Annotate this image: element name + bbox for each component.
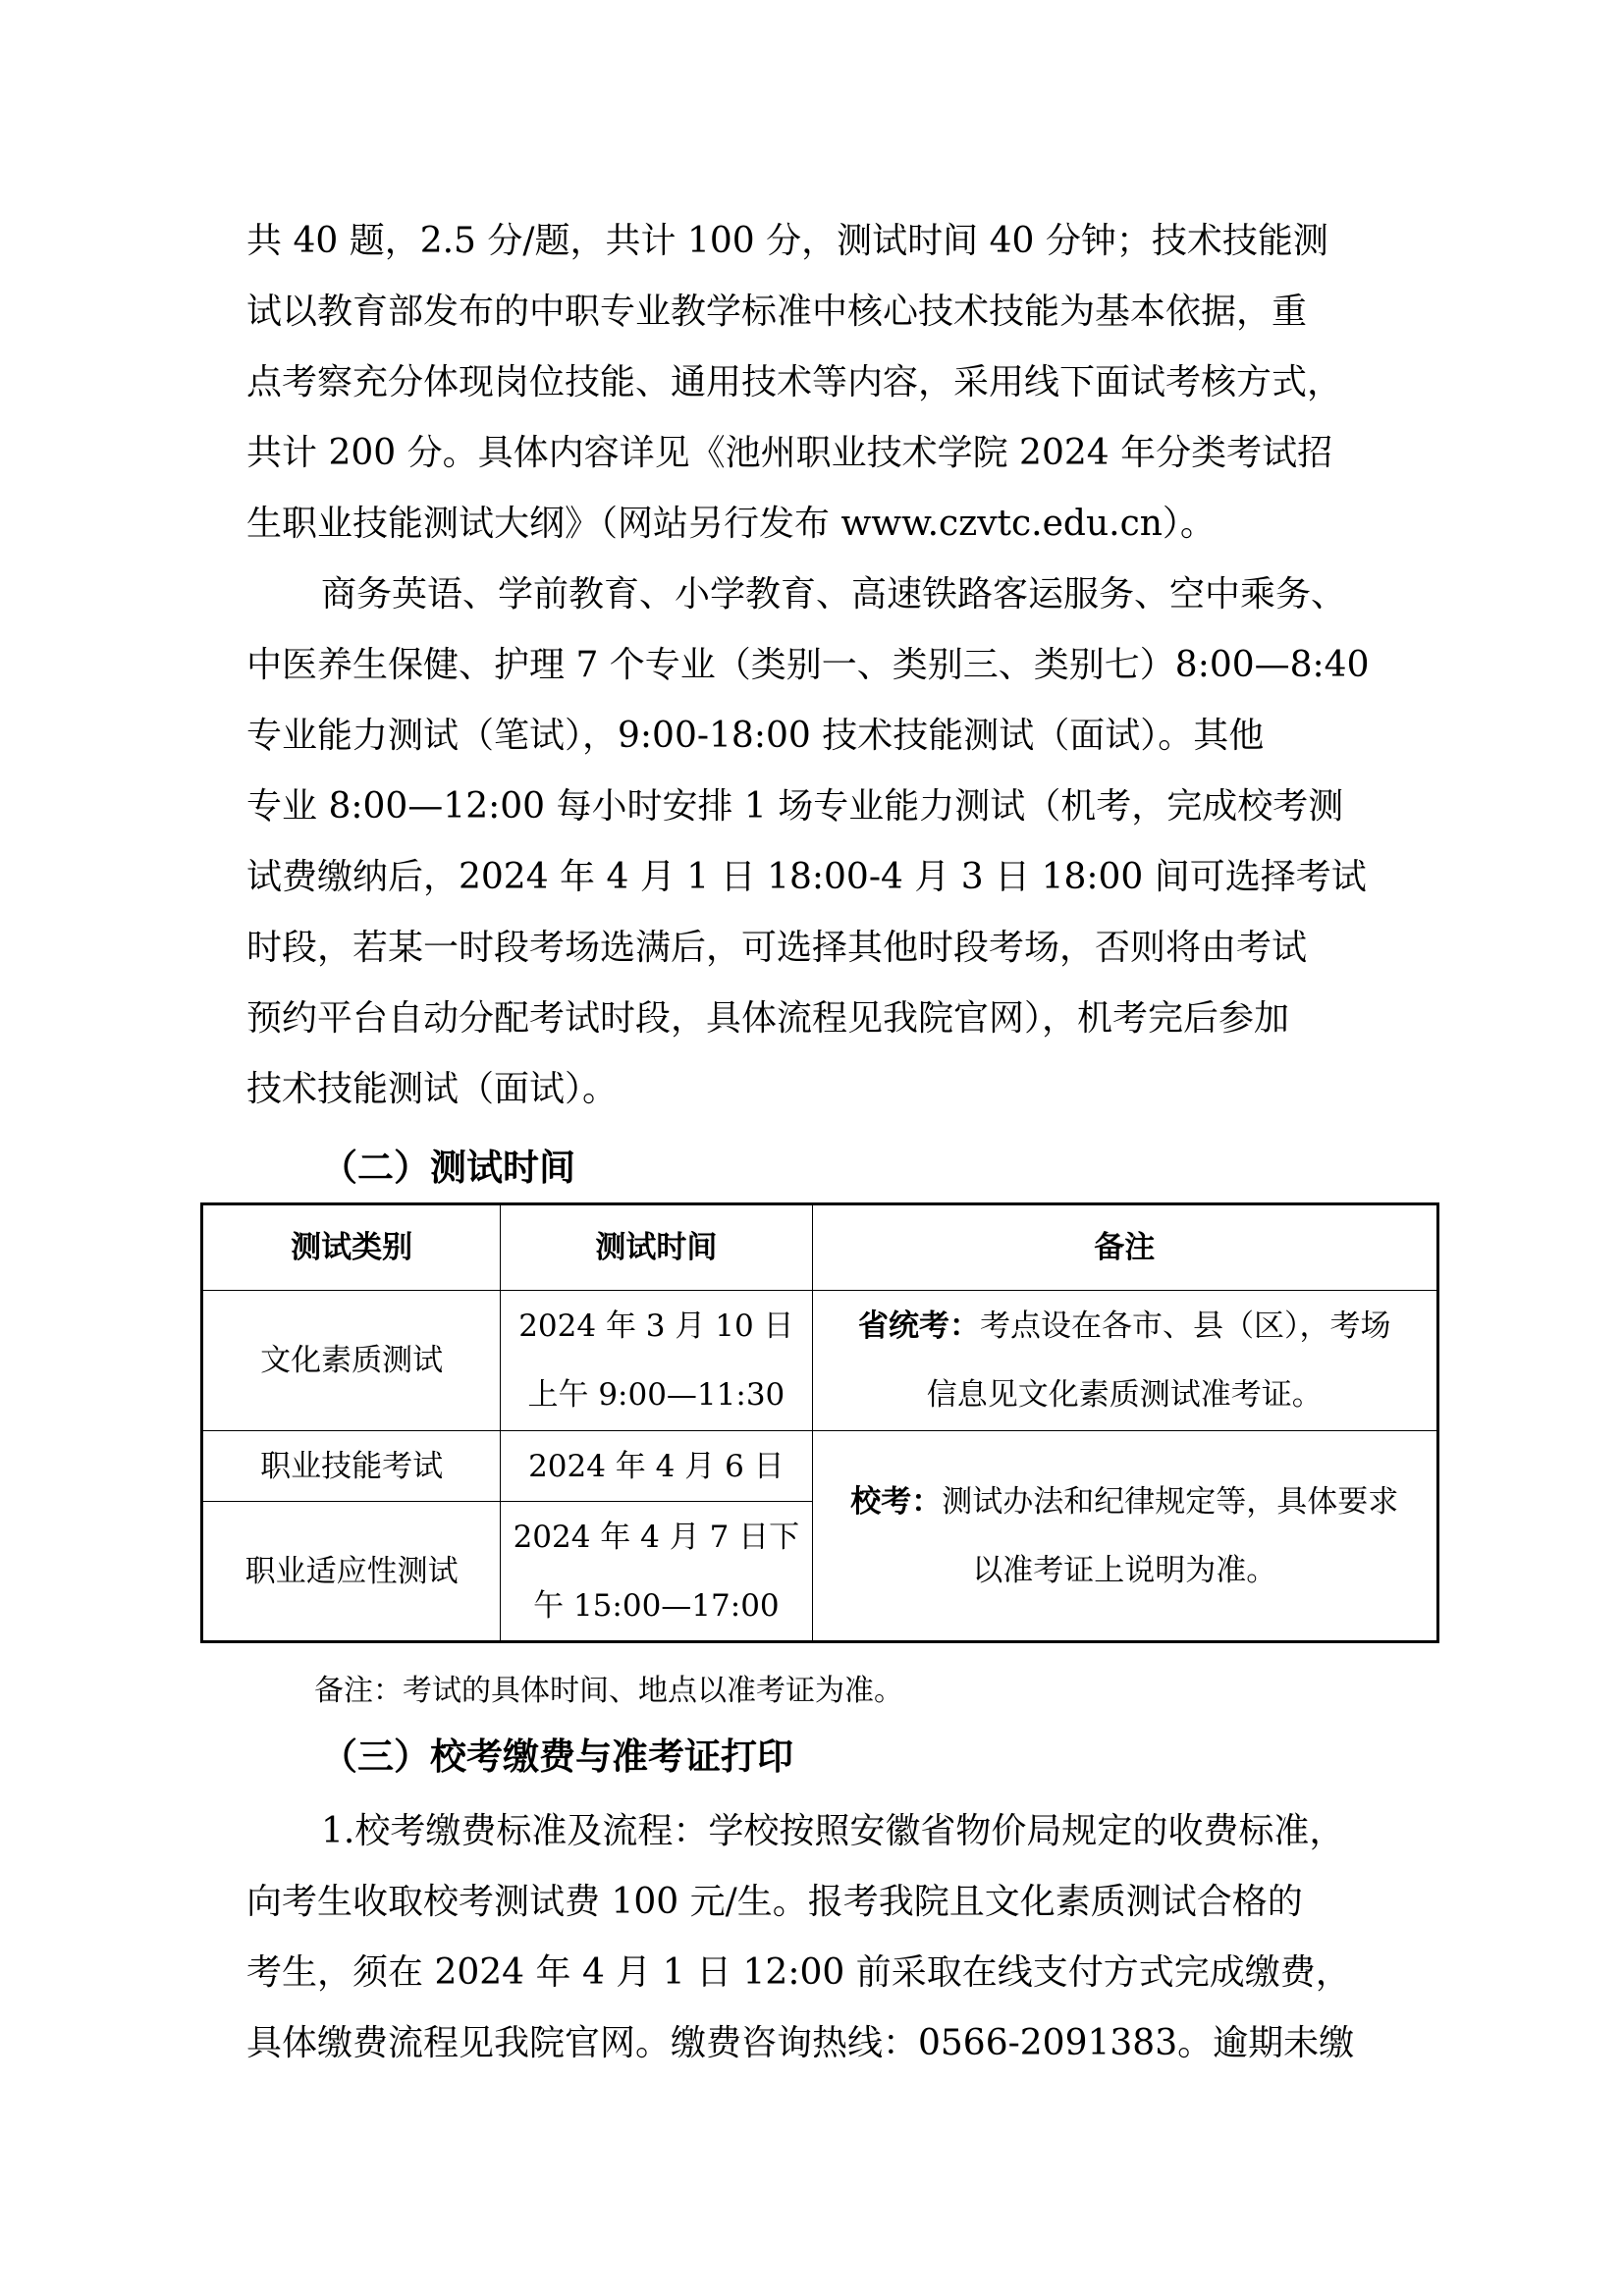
test-schedule-table bbox=[200, 1202, 1439, 1643]
paragraph-1-line-1: 共 40 题，2.5 分/题，共计 100 分，测试时间 40 分钟；技术技能测 bbox=[246, 221, 1328, 261]
paragraph-2-line-1: 商务英语、学前教育、小学教育、高速铁路客运服务、空中乘务、 bbox=[321, 574, 1347, 614]
column-header-category: 测试类别 bbox=[202, 1204, 501, 1291]
column-header-time: 测试时间 bbox=[501, 1204, 812, 1291]
paragraph-1-line-2: 试以教育部发布的中职专业教学标准中核心技术技能为基本依据，重 bbox=[246, 292, 1308, 332]
time-line: 2024 年 4 月 6 日 bbox=[528, 1448, 785, 1484]
category-cell: 职业技能考试 bbox=[202, 1431, 501, 1502]
section-3-line-3: 考生，须在 2024 年 4 月 1 日 12:00 前采取在线支付方式完成缴费， bbox=[246, 1952, 1351, 1993]
paragraph-1-line-3: 点考察充分体现岗位技能、通用技术等内容，采用线下面试考核方式， bbox=[246, 362, 1343, 402]
paragraph-2-line-6: 时段，若某一时段考场选满后，可选择其他时段考场，否则将由考试 bbox=[246, 928, 1308, 968]
table-row bbox=[202, 1431, 1438, 1502]
time-line: 上午 9:00—11:30 bbox=[527, 1377, 785, 1413]
remark-line: 以准考证上说明为准。 bbox=[972, 1552, 1277, 1588]
table-note: 备注：考试的具体时间、地点以准考证为准。 bbox=[314, 1674, 903, 1708]
remark-text: 考点设在各市、县（区），考场 bbox=[980, 1308, 1391, 1344]
remark-tag: 省统考： bbox=[858, 1308, 981, 1344]
remark-tag: 校考： bbox=[850, 1483, 943, 1520]
remark-cell bbox=[812, 1431, 1437, 1642]
category-cell: 文化素质测试 bbox=[202, 1291, 501, 1431]
column-header-remark: 备注 bbox=[812, 1204, 1437, 1291]
remark-line: 信息见文化素质测试准考证。 bbox=[926, 1377, 1323, 1413]
time-cell bbox=[501, 1502, 812, 1642]
time-line: 2024 年 4 月 7 日下 bbox=[513, 1519, 800, 1555]
section-3-heading: （三）校考缴费与准考证打印 bbox=[321, 1735, 793, 1778]
paragraph-2-line-7: 预约平台自动分配考试时段，具体流程见我院官网），机考完后参加 bbox=[246, 998, 1290, 1039]
time-cell bbox=[501, 1291, 812, 1431]
paragraph-1-line-5: 生职业技能测试大纲》（网站另行发布 www.czvtc.edu.cn）。 bbox=[246, 504, 1216, 544]
remark-text: 测试办法和纪律规定等，具体要求 bbox=[942, 1483, 1399, 1520]
time-line: 午 15:00—17:00 bbox=[533, 1587, 780, 1624]
paragraph-2-line-8: 技术技能测试（面试）。 bbox=[246, 1069, 619, 1109]
paragraph-1-line-4: 共计 200 分。具体内容详见《池州职业技术学院 2024 年分类考试招 bbox=[246, 433, 1333, 473]
section-3-line-1: 1.校考缴费标准及流程：学校按照安徽省物价局规定的收费标准， bbox=[321, 1811, 1345, 1851]
paragraph-2-line-2: 中医养生保健、护理 7 个专业（类别一、类别三、类别七）8:00—8:40 bbox=[246, 645, 1370, 685]
time-cell bbox=[501, 1431, 812, 1502]
remark-line bbox=[821, 1292, 1429, 1361]
table-header-row bbox=[202, 1204, 1438, 1291]
table-row bbox=[202, 1291, 1438, 1431]
paragraph-2-line-4: 专业 8:00—12:00 每小时安排 1 场专业能力测试（机考，完成校考测 bbox=[246, 786, 1344, 827]
section-2-heading: （二）测试时间 bbox=[321, 1147, 575, 1189]
paragraph-2-line-3: 专业能力测试（笔试），9:00-18:00 技术技能测试（面试）。其他 bbox=[246, 716, 1265, 756]
paragraph-2-line-5: 试费缴纳后，2024 年 4 月 1 日 18:00-4 月 3 日 18:00 间可选择考试 bbox=[246, 857, 1367, 897]
time-line: 2024 年 3 月 10 日 bbox=[518, 1308, 794, 1344]
remark-line bbox=[821, 1468, 1429, 1536]
section-3-line-4: 具体缴费流程见我院官网。缴费咨询热线：0566-2091383。逾期未缴 bbox=[246, 2023, 1355, 2063]
category-cell: 职业适应性测试 bbox=[202, 1502, 501, 1642]
section-3-line-2: 向考生收取校考测试费 100 元/生。报考我院且文化素质测试合格的 bbox=[246, 1882, 1303, 1922]
remark-cell bbox=[812, 1291, 1437, 1431]
